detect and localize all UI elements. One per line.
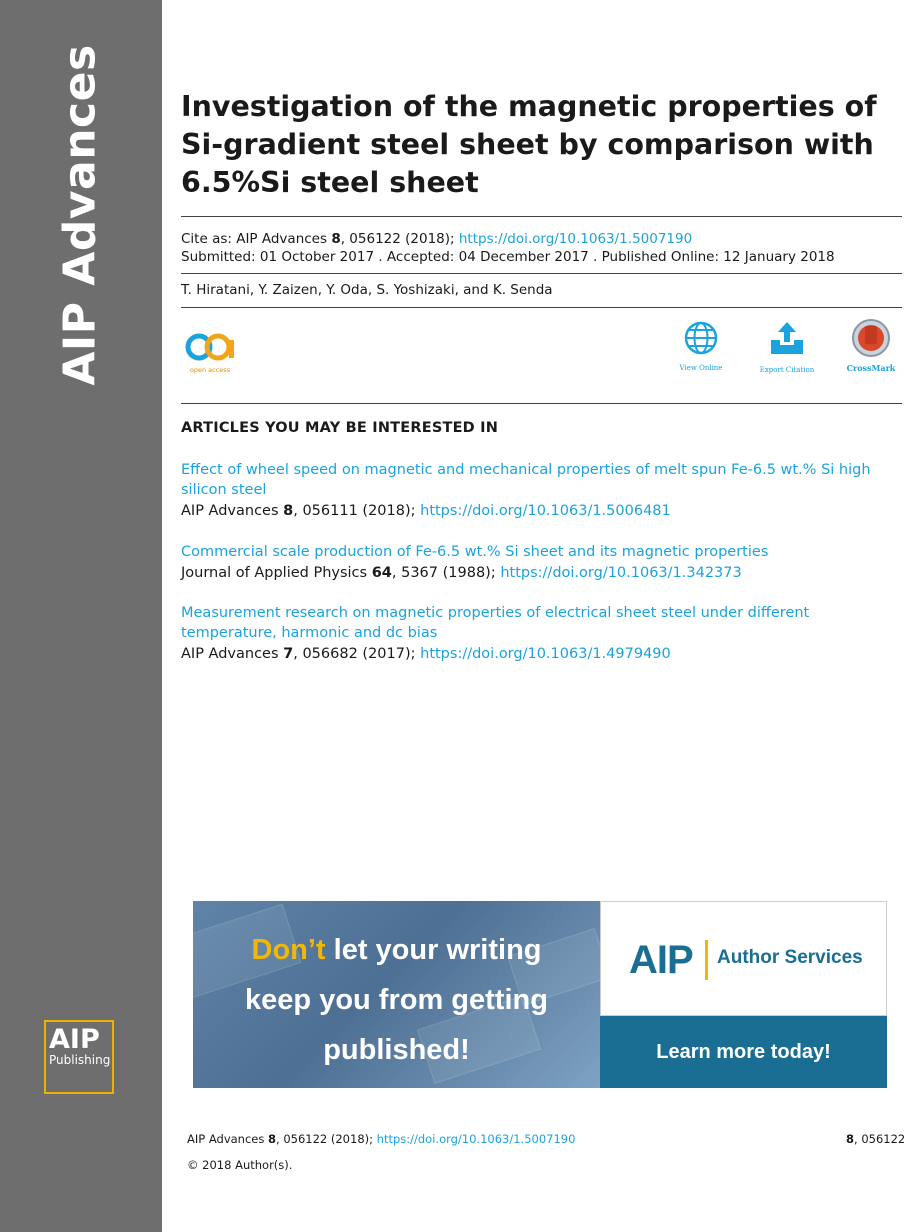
export-citation-label: Export Citation: [759, 366, 815, 374]
related-article-citation: [181, 643, 903, 665]
related-rest: , 056682 (2017);: [293, 646, 421, 662]
divider: [181, 273, 902, 274]
related-journal: AIP Advances: [181, 646, 284, 662]
related-doi-link[interactable]: https://doi.org/10.1063/1.5006481: [420, 503, 671, 519]
copyright: © 2018 Author(s).: [187, 1158, 293, 1172]
footer-journal: AIP Advances: [187, 1132, 268, 1146]
author-services-ad[interactable]: [193, 901, 887, 1088]
related-heading: ARTICLES YOU MAY BE INTERESTED IN: [181, 420, 499, 436]
footer-citation: [187, 1132, 575, 1146]
divider: [181, 307, 902, 308]
related-article: [181, 542, 903, 584]
view-online-label: View Online: [679, 364, 723, 372]
view-online-button[interactable]: [675, 320, 727, 372]
citation-line: [181, 230, 692, 248]
divider: [181, 216, 902, 217]
related-volume: 7: [283, 646, 294, 662]
ad-line2: keep you from getting: [245, 984, 548, 1016]
ad-line3: published!: [323, 1034, 470, 1066]
related-doi-link[interactable]: https://doi.org/10.1063/1.4979490: [420, 646, 671, 662]
logo-line2: Publishing: [49, 1053, 111, 1067]
ad-brand-divider: [705, 940, 708, 980]
page-volume: 8: [846, 1132, 855, 1146]
ad-service-name: Author Services: [717, 947, 863, 968]
journal-title: AIP Advances: [54, 44, 106, 386]
page-number: [846, 1132, 905, 1146]
related-article-title[interactable]: Effect of wheel speed on magnetic and mechanical properties of melt spun Fe-6.5 wt.% Si high silicon steel: [181, 462, 871, 498]
ad-brand-panel: [600, 901, 887, 1016]
ad-highlight: Don’t: [251, 934, 326, 966]
ad-image-panel: [193, 901, 600, 1088]
globe-icon: [683, 320, 719, 356]
ad-brand: AIP: [629, 938, 693, 982]
related-journal: AIP Advances: [181, 503, 284, 519]
article-doi-link[interactable]: https://doi.org/10.1063/1.5007190: [458, 231, 693, 247]
ad-line1: let your writing: [325, 934, 542, 966]
crossmark-icon: [851, 318, 891, 358]
related-article-title[interactable]: Measurement research on magnetic properties of electrical sheet steel under different temperature, harmonic and dc bias: [181, 605, 810, 641]
related-article-citation: [181, 500, 903, 522]
cite-volume: 8: [331, 231, 341, 247]
logo-line1: AIP: [49, 1024, 100, 1055]
page-rest: , 056122: [854, 1132, 906, 1146]
related-volume: 64: [371, 565, 392, 581]
open-access-label: open access: [189, 366, 231, 374]
open-access-badge[interactable]: [183, 330, 237, 374]
related-article-title[interactable]: Commercial scale production of Fe-6.5 wt.% Si sheet and its magnetic properties: [181, 544, 769, 560]
export-icon: [767, 320, 807, 358]
open-access-icon: [185, 330, 235, 364]
authors: T. Hiratani, Y. Zaizen, Y. Oda, S. Yoshizaki, and K. Senda: [181, 282, 553, 298]
crossmark-button[interactable]: [845, 318, 897, 373]
related-journal: Journal of Applied Physics: [181, 565, 372, 581]
divider: [181, 403, 902, 404]
cite-prefix: Cite as: AIP Advances: [181, 231, 332, 247]
related-doi-link[interactable]: https://doi.org/10.1063/1.342373: [500, 565, 742, 581]
export-citation-button[interactable]: [759, 320, 815, 374]
related-article: [181, 603, 903, 665]
dates-line: Submitted: 01 October 2017 . Accepted: 04 December 2017 . Published Online: 12 January 2018: [181, 249, 835, 265]
footer-doi-link[interactable]: https://doi.org/10.1063/1.5007190: [376, 1132, 576, 1146]
journal-sidebar: [0, 0, 162, 1232]
ad-headline: [193, 925, 600, 1075]
cite-rest: , 056122 (2018);: [340, 231, 459, 247]
footer-rest: , 056122 (2018);: [276, 1132, 377, 1146]
footer-volume: 8: [268, 1132, 277, 1146]
related-rest: , 056111 (2018);: [293, 503, 421, 519]
related-article: [181, 460, 903, 522]
learn-more-button[interactable]: Learn more today!: [600, 1016, 887, 1088]
aip-publishing-logo[interactable]: [44, 1020, 114, 1094]
article-title: Investigation of the magnetic properties of Si-gradient steel sheet by comparison with 6.5%Si steel sheet: [181, 90, 877, 199]
related-volume: 8: [283, 503, 294, 519]
related-article-citation: [181, 562, 903, 584]
crossmark-label: CrossMark: [846, 363, 896, 373]
related-rest: , 5367 (1988);: [391, 565, 501, 581]
